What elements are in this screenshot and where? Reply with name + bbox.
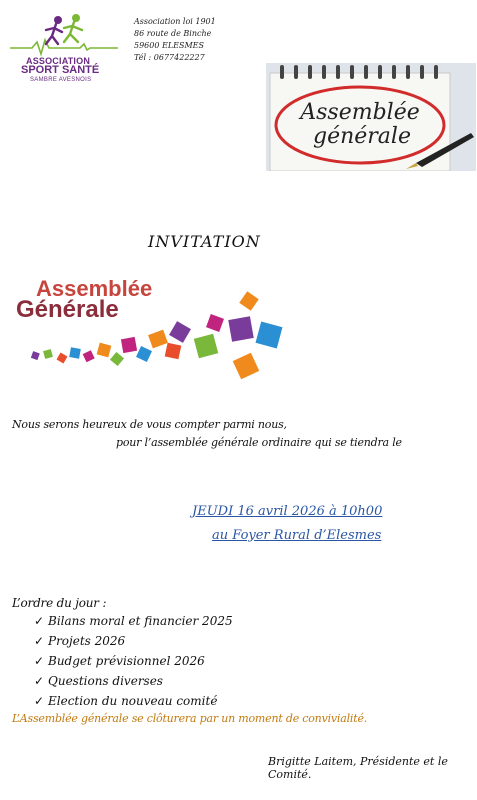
agenda-item-label: Election du nouveau comité — [48, 694, 218, 708]
event-place: au Foyer Rural d’Elesmes — [212, 528, 382, 543]
address-line: Tél : 0677422227 — [134, 53, 205, 62]
check-icon: ✓ — [34, 654, 45, 668]
agenda-heading: L’ordre du jour : — [12, 596, 107, 610]
agenda-item-label: Bilans moral et financier 2025 — [48, 614, 233, 628]
intro-line2: pour l’assemblée générale ordinaire qui se tiendra le — [116, 436, 402, 449]
agenda-item — [34, 614, 233, 628]
logo-line1: ASSOCIATION — [26, 56, 91, 66]
address-line: 86 route de Binche — [134, 29, 212, 38]
check-icon: ✓ — [34, 614, 45, 628]
closing-note: L’Assemblée générale se clôturera par un moment de convivialité. — [12, 712, 368, 725]
graphic-title-line2: Générale — [16, 296, 119, 323]
intro-line1: Nous serons heureux de vous compter parmi nous, — [12, 418, 287, 431]
graphic-title-line1: Assemblée — [36, 276, 153, 301]
check-icon: ✓ — [34, 694, 45, 708]
invitation-title: INVITATION — [148, 232, 261, 251]
agenda-item-label: Budget prévisionnel 2026 — [48, 654, 205, 668]
agenda-item-label: Questions diverses — [48, 674, 163, 688]
agenda-item-label: Projets 2026 — [48, 634, 126, 648]
agenda-item — [34, 654, 205, 668]
address-line: 59600 ELESMES — [134, 41, 204, 50]
notebook-illustration — [266, 63, 476, 171]
agenda-item — [34, 674, 163, 688]
logo-line2: SPORT SANTÉ — [21, 64, 100, 76]
notebook-text-1: Assemblée — [300, 100, 420, 125]
notebook-text-2: générale — [313, 124, 411, 149]
agenda-item — [34, 694, 217, 708]
logo-line3: SAMBRE AVESNOIS — [30, 77, 92, 83]
agenda-item — [34, 634, 125, 648]
event-date: JEUDI 16 avril 2026 à 10h00 — [192, 504, 383, 519]
address-line: Association loi 1901 — [134, 17, 216, 26]
signature: Brigitte Laitem, Présidente et le Comité. — [268, 755, 448, 781]
check-icon: ✓ — [34, 674, 45, 688]
check-icon: ✓ — [34, 634, 45, 648]
